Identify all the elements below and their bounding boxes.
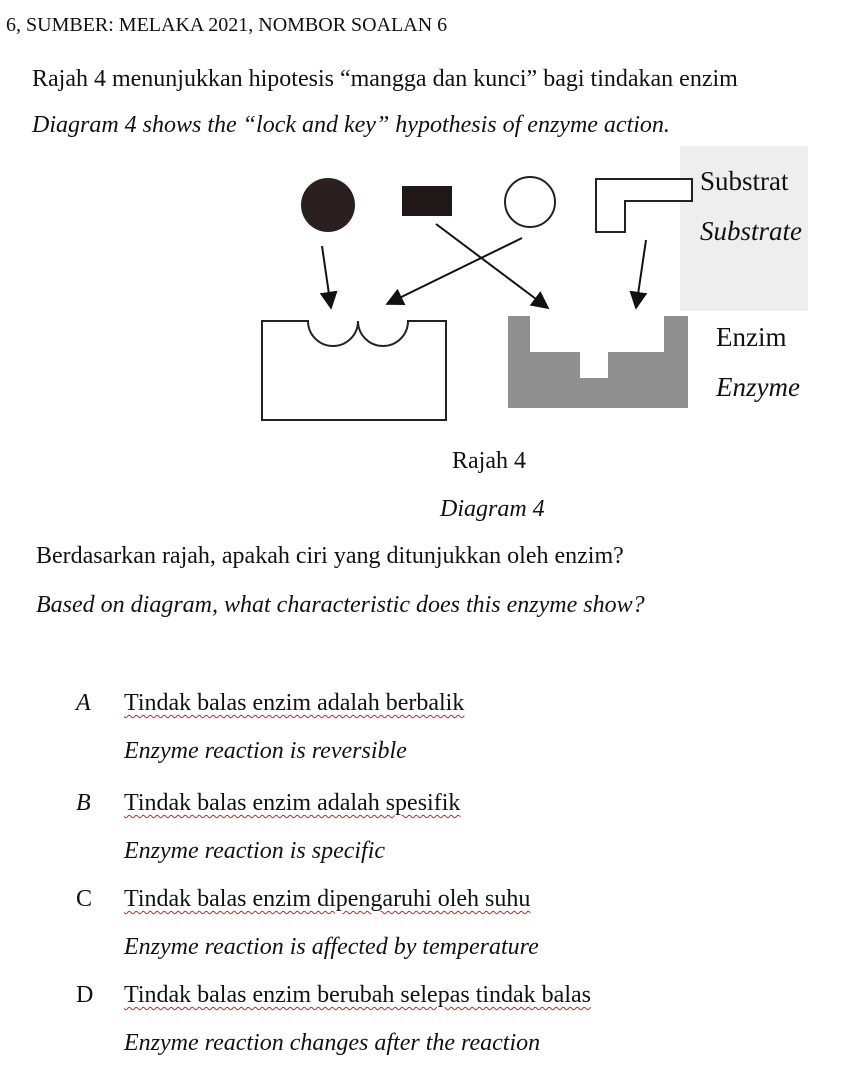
substrate-dark-circle — [301, 178, 355, 232]
enzyme-round-sockets — [262, 321, 446, 420]
option-text-english: Enzyme reaction is reversible — [124, 738, 407, 764]
option-letter: A — [76, 690, 91, 716]
option-letter: B — [76, 790, 91, 816]
arrow-circle-to-enzyme — [322, 246, 331, 308]
enzyme-step-socket — [508, 316, 688, 408]
option-text-malay: Tindak balas enzim adalah berbalik — [124, 690, 465, 716]
arrow-white-circle-to-enzyme — [387, 238, 522, 304]
diagram-caption-english: Diagram 4 — [440, 496, 545, 522]
substrate-white-step-shape — [596, 179, 692, 232]
substrate-label-malay: Substrat — [700, 166, 789, 196]
diagram-caption-malay: Rajah 4 — [452, 448, 526, 474]
option-text-malay: Tindak balas enzim adalah spesifik — [124, 790, 461, 816]
option-text-english: Enzyme reaction changes after the reaction — [124, 1030, 541, 1056]
substrate-label-english: Substrate — [700, 216, 803, 246]
source-line: 6, SUMBER: MELAKA 2021, NOMBOR SOALAN 6 — [6, 14, 448, 36]
prompt-malay: Berdasarkan rajah, apakah ciri yang ditunjukkan oleh enzim? — [36, 543, 624, 569]
substrate-white-circle — [505, 177, 555, 227]
arrow-rectangle-to-enzyme — [436, 224, 548, 308]
option-letter: D — [76, 982, 94, 1008]
arrow-step-shape-to-enzyme — [636, 240, 646, 308]
option-text-english: Enzyme reaction is affected by temperature — [124, 934, 539, 960]
question-intro-english: Diagram 4 shows the “lock and key” hypothesis of enzyme action. — [32, 112, 670, 138]
option-text-malay: Tindak balas enzim dipengaruhi oleh suhu — [124, 886, 531, 912]
enzyme-label-malay: Enzim — [716, 322, 787, 352]
option-text-malay: Tindak balas enzim berubah selepas tindak balas — [124, 982, 591, 1008]
option-text-english: Enzyme reaction is specific — [124, 838, 386, 864]
question-intro-malay: Rajah 4 menunjukkan hipotesis “mangga dan kunci” bagi tindakan enzim — [32, 66, 738, 92]
option-letter: C — [76, 886, 93, 912]
substrate-dark-rectangle — [402, 186, 452, 216]
prompt-english: Based on diagram, what characteristic does this enzyme show? — [36, 592, 645, 618]
enzyme-label-english: Enzyme — [716, 372, 800, 402]
